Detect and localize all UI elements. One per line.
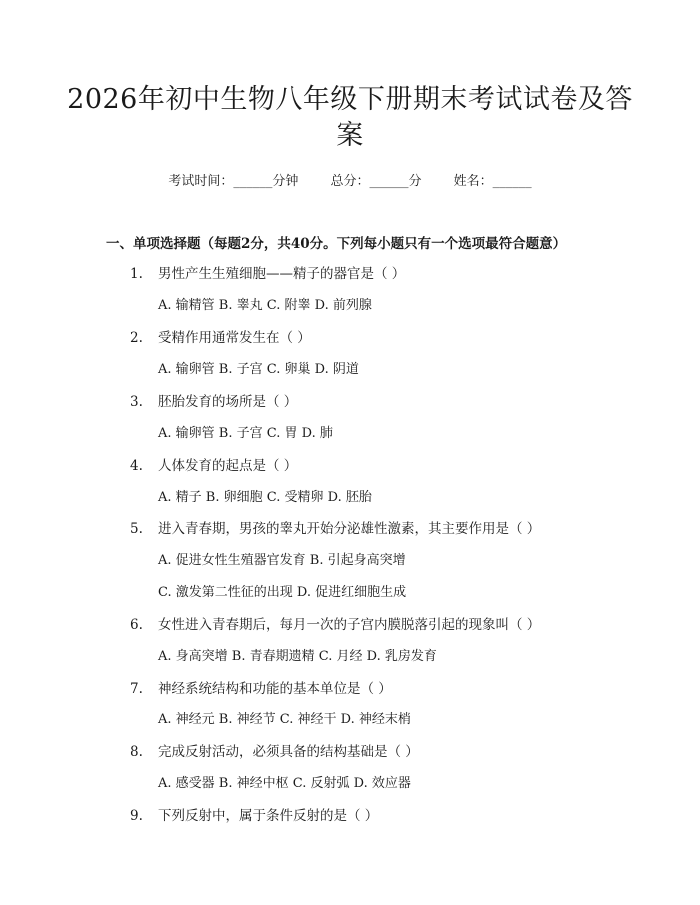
question-number: 8. [130,744,143,760]
question-stem: 男性产生生殖细胞——精子的器官是（ ） [158,266,406,282]
question-number: 3. [130,394,143,410]
question-7-options: A. 神经元 B. 神经节 C. 神经干 D. 神经末梢 [158,712,411,727]
question-stem: 胚胎发育的场所是（ ） [158,394,298,410]
exam-info-line [0,170,700,189]
question-3-options: A. 输卵管 B. 子宫 C. 胃 D. 肺 [158,426,333,441]
question-5 [130,517,540,537]
question-number: 1. [130,266,143,282]
question-2 [130,326,311,346]
question-stem: 下列反射中，属于条件反射的是（ ） [158,808,379,824]
question-number: 5. [130,521,143,537]
question-6-options: A. 身高突增 B. 青春期遗精 C. 月经 D. 乳房发育 [158,649,437,664]
question-7 [130,677,392,697]
question-stem: 女性进入青春期后，每月一次的子宫内膜脱落引起的现象叫（ ） [158,617,541,633]
question-number: 4. [130,458,143,474]
question-number: 2. [130,330,143,346]
exam-time-label: 考试时间：______分钟 [168,174,299,189]
question-4-options: A. 精子 B. 卵细胞 C. 受精卵 D. 胚胎 [158,490,372,505]
question-8 [130,740,419,760]
question-stem: 神经系统结构和功能的基本单位是（ ） [158,681,392,697]
question-number: 7. [130,681,143,697]
question-4 [130,454,297,474]
question-8-options: A. 感受器 B. 神经中枢 C. 反射弧 D. 效应器 [158,776,411,791]
question-6 [130,613,540,633]
question-number: 6. [130,617,143,633]
student-name-label: 姓名：______ [453,174,532,189]
question-2-options: A. 输卵管 B. 子宫 C. 卵巢 D. 阴道 [158,362,359,377]
question-3 [130,390,297,410]
question-stem: 人体发育的起点是（ ） [158,458,298,474]
question-9 [130,804,378,824]
question-1 [130,262,405,282]
page-title: 2026年初中生物八年级下册期末考试试卷及答案 [67,84,633,151]
question-stem: 完成反射活动，必须具备的结构基础是（ ） [158,744,419,760]
question-5-options-line-2: C. 激发第二性征的出现 D. 促进红细胞生成 [158,585,407,600]
question-stem: 受精作用通常发生在（ ） [158,330,311,346]
question-stem: 进入青春期，男孩的睾丸开始分泌雄性激素，其主要作用是（ ） [158,521,541,537]
total-score-label: 总分：______分 [330,174,422,189]
section-heading: 一、单项选择题（每题2分，共40分。下列每小题只有一个选项最符合题意） [106,236,567,252]
question-number: 9. [130,808,143,824]
question-1-options: A. 输精管 B. 睾丸 C. 附睾 D. 前列腺 [158,298,372,313]
question-5-options-line-1: A. 促进女性生殖器官发育 B. 引起身高突增 [158,553,406,568]
